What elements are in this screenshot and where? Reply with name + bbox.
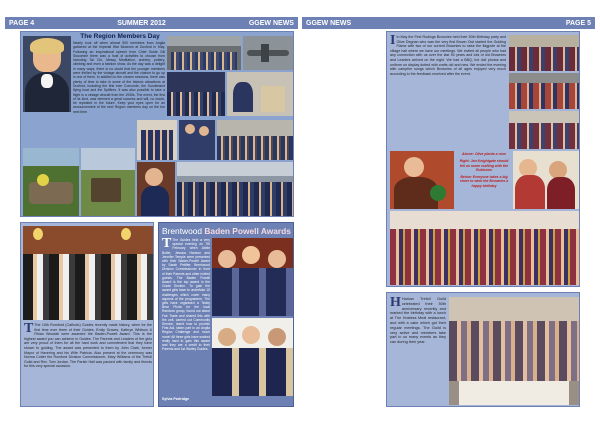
caption-below: Below: Everyone takes a big cheer to wish the Brownies a happy birthday (459, 175, 509, 188)
brentwood-body: T The Guides held a very special evening on 7th February when Abbie Butler, Jessica Hanson and Jennifer Temple were presented with their Baden-Powell Award by Sarah Pettifer, Brentwood Division Commissioner in front of their Parents and other invited guests. The Baden Powell Award is the top award in the Guide Section. To gain the award girls have to undertake 10 challenges which cover many aspects of the programme. The girls have organised a Teddy Bear Picnic for the local Rainbow group, found out about Fair Trade and shared this with the unit, carried out Community Service, learnt how to provide First Aid, taken part in an Anglia Region Challenge and much more! All three girls have worked really hard to gain this award and they are a credit to their Parents and 1st Warley Guides. (162, 238, 210, 352)
brentwood-signature: Sylvia Partridge (162, 397, 190, 401)
guides-award-photo-1 (212, 238, 293, 316)
brentwood-title: Brentwood Baden Powell Awards (162, 226, 291, 236)
newsletter-title: GGEW NEWS (306, 19, 352, 27)
brownies-cheer-photo (390, 211, 579, 285)
rose-planting-photo (390, 151, 454, 209)
hangar-gathering-photo (167, 36, 241, 70)
award-winners-photo (23, 226, 153, 320)
hall-group-photo (217, 120, 293, 160)
page-number: PAGE 4 (9, 19, 35, 27)
issue-date: SUMMER 2012 (117, 19, 166, 27)
newsletter-title: GGEW NEWS (248, 19, 294, 27)
brownies-group-photo-3 (509, 111, 579, 149)
guides-award-photo-2 (212, 318, 293, 396)
brownies-group-photo-1 (509, 35, 579, 71)
uniform-members-photo (179, 120, 215, 160)
region-members-day-article (20, 31, 294, 217)
page-header-right (302, 17, 595, 29)
page-number: PAGE 5 (565, 19, 591, 27)
speaker-portrait-photo (23, 36, 71, 112)
page-header-left (5, 17, 298, 29)
region-members-day-body: Nearly took off when almost 500 members from Anglia gathered at the Imperial War Museum at Duxford in May. Following an inspirational speech from Chief Guide Gill Slocombe there was a host of activities to choose from including Tai Chi, Messy Meditation, archery, pottery, climbing and even a fashion show. As the day was a delight in many ways, there is no doubt that the younger members were thrilled by the vintage aircraft and the chance to go up in one of them. In addition to the chosen sessions, there was plenty of time to take in some of the historic attractions at Duxford, including the first ever Concorde, the Sunderland flying boat and the Spitfires. It was also possible to take a flight in a vintage aircraft from the 1930s. The event, the first of its kind, was deemed a great success and will, no doubt, be repeated in the future. Keep your eyes open for an announcement of the next Region members day on the fun next time. (73, 41, 165, 114)
brownies-birthday-body: I In May the First Rodings Brownies held their 50th Birthday party and Olive Degnan who was the very first Brown Owl started the Guiding Flame with two of our current Brownies to raise the flagpole at the village hall where we have our meetings. We invited all people who had any connection with us over the last 50 years and lots of old Brownies and Leaders arrived on the night. We had a BBQ, hot doll photos and uniform on display dotted with crafts old and new. We ended the evening with campfire songs which Brownies of all ages enjoyed very much according to the feedback received after the event. (390, 35, 506, 76)
craft-activity-photo (227, 72, 293, 116)
obstacle-course-photo (23, 148, 79, 216)
harlow-trefoil-body: H Harlow Trefoil Guild celebrated their 50th anniversary recently and marked the birthday with a lunch at The Hostess Meal restaurant, and with a cake which got their regular meetings. The Guild is very active and members take part in so many events as they can during their year. (390, 297, 446, 345)
brentwood-awards-article (158, 222, 294, 407)
archery-field-photo (81, 148, 135, 216)
region-members-day-title: The Region Members Day (80, 33, 160, 40)
crafting-photo (513, 151, 579, 209)
guides-portrait-photo (137, 162, 175, 216)
romford-guides-body: T The 10th Romford (Catholic) Guides recently made history, when for the first time ever three of their Guides, Emily Graves, Kathryn Whitson & Rhian Woodall were awarded the Baden-Powell Award. This is the highest award you can achieve in Guides. The Parents and Leaders of the girls are very proud of them for all the hard work and commitment that they have shown to guiding. The award was presented to them by John Clark, former Mayor of Havering and his Wife Patricia. Also present at the ceremony was Norma Cotter the Romford Division Commissioner, Mary Williams of the Trefoil Guild and Rev. Tom Jordan. The Parish Hall was packed with family and friends for this very special occasion. (24, 323, 152, 369)
romford-guides-article (20, 222, 154, 407)
harlow-trefoil-article (386, 292, 580, 407)
audience-photo (137, 120, 177, 160)
parade-photo (177, 162, 293, 216)
brownies-group-photo-2 (509, 73, 579, 109)
trefoil-lunch-photo (449, 297, 579, 405)
caption-right: Right: Jan Knightgate should tell us some crafting with the Rubicons (459, 159, 509, 172)
caption-column (457, 152, 511, 208)
vintage-aircraft-photo (243, 36, 293, 70)
brownies-birthday-article (386, 31, 580, 287)
caption-above: Above: Olive plants a rose (462, 152, 506, 156)
crowd-seated-photo (167, 72, 225, 116)
